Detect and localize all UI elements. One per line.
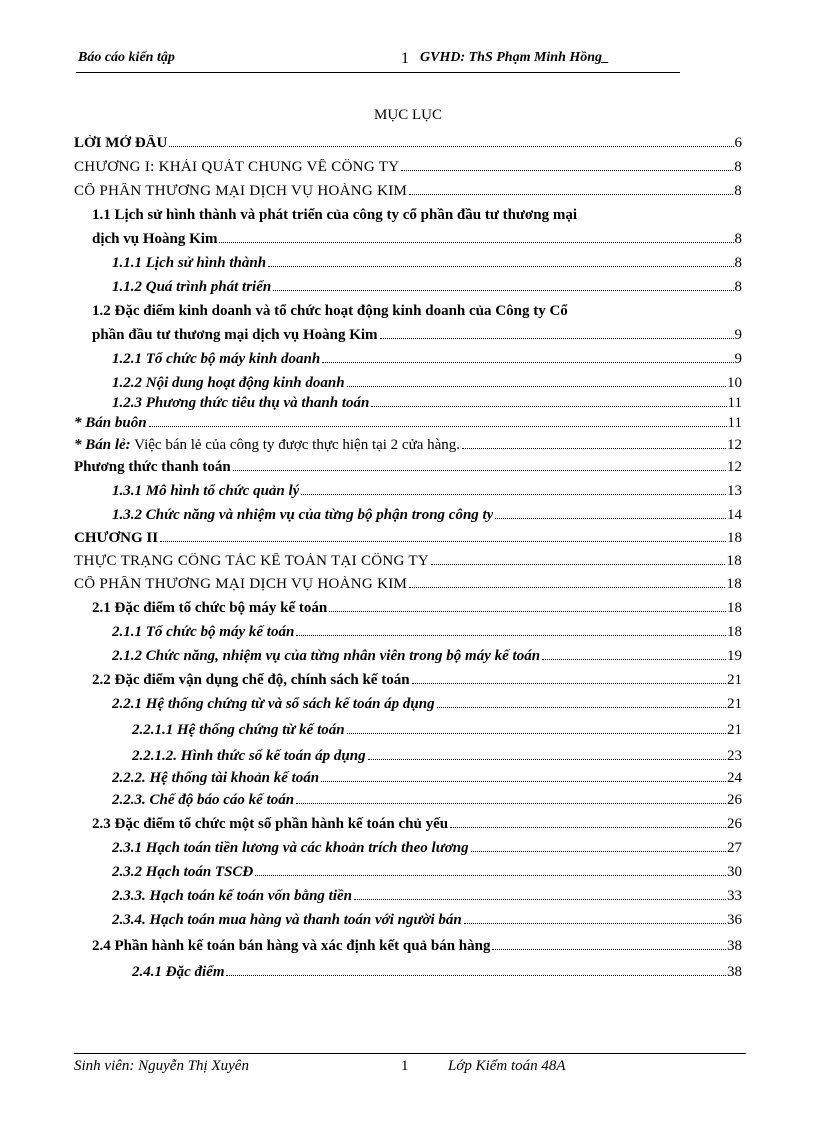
toc-entry-text: 1.1.2 Quá trình phát triển bbox=[112, 279, 272, 295]
toc-entry-text: 2.2.1.1 Hệ thống chứng từ kế toán bbox=[132, 722, 345, 738]
toc-entry[interactable] bbox=[74, 787, 742, 809]
toc-page: 38 bbox=[727, 964, 742, 980]
toc-page: 30 bbox=[727, 864, 742, 880]
toc-leader bbox=[347, 386, 726, 387]
footer-page-number: 1 bbox=[401, 1058, 409, 1074]
toc-entry-text: 2.2 Đặc điểm vận dụng chế độ, chính sách kế toán bbox=[92, 672, 410, 688]
toc-entry[interactable] bbox=[74, 368, 742, 392]
toc-entry-text: * Bán buôn bbox=[74, 415, 147, 431]
toc-leader bbox=[296, 803, 726, 804]
toc-page: 36 bbox=[727, 912, 742, 928]
toc-page: 24 bbox=[727, 770, 742, 786]
toc-leader bbox=[273, 290, 733, 291]
toc-entry[interactable] bbox=[74, 524, 742, 547]
toc-entry[interactable] bbox=[74, 344, 742, 368]
toc-entry-text: 2.4 Phần hành kế toán bán hàng và xác định kết quả bán hàng bbox=[92, 938, 491, 954]
toc-title: MỤC LỤC bbox=[374, 107, 442, 123]
toc-leader bbox=[354, 899, 726, 900]
toc-page: 8 bbox=[734, 231, 742, 247]
toc-page: 18 bbox=[726, 576, 742, 592]
toc-entry-text: 2.3.2 Hạch toán TSCĐ bbox=[112, 864, 254, 880]
toc-entry[interactable] bbox=[74, 272, 742, 296]
toc-entry-text: 2.4.1 Đặc điểm bbox=[132, 964, 225, 980]
toc-leader bbox=[431, 564, 725, 565]
toc-entry[interactable] bbox=[74, 128, 742, 152]
toc-leader bbox=[149, 426, 727, 427]
toc-leader bbox=[255, 875, 726, 876]
toc-page: 6 bbox=[734, 135, 742, 151]
toc-entry-text: 2.3.4. Hạch toán mua hàng và thanh toán với người bán bbox=[112, 912, 462, 928]
toc-entry-text: 1.1.1 Lịch sử hình thành bbox=[112, 255, 267, 271]
toc-entry-text: 1.2.3 Phương thức tiêu thụ và thanh toán bbox=[112, 395, 370, 411]
header-page-number: 1 bbox=[401, 50, 409, 67]
toc-leader bbox=[233, 470, 726, 471]
toc-entry-text: 1.2.2 Nội dung hoạt động kinh doanh bbox=[112, 375, 345, 391]
header-report-title: Báo cáo kiến tập bbox=[78, 50, 175, 65]
toc-entry-text: phần đầu tư thương mại dịch vụ Hoàng Kim bbox=[92, 327, 378, 343]
toc-page: 18 bbox=[726, 553, 742, 569]
toc-entry-line1[interactable]: 1.1 Lịch sử hình thành và phát triển của công ty cổ phần đầu tư thương mại bbox=[92, 207, 577, 223]
toc-page: 14 bbox=[727, 507, 742, 523]
toc-page: 18 bbox=[727, 530, 742, 546]
footer-class: Lớp Kiểm toán 48A bbox=[448, 1058, 566, 1074]
toc-entry-text: 2.3 Đặc điểm tổ chức một số phần hành kế toán chủ yếu bbox=[92, 816, 449, 832]
toc-page: 27 bbox=[727, 840, 742, 856]
toc-entry-text: 2.1.1 Tổ chức bộ máy kế toán bbox=[112, 624, 295, 640]
toc-leader bbox=[347, 733, 726, 734]
toc-entry-text: 2.2.3. Chế độ báo cáo kế toán bbox=[112, 792, 295, 808]
toc-entry[interactable] bbox=[74, 765, 742, 787]
toc-leader bbox=[268, 266, 733, 267]
page-footer bbox=[74, 1053, 746, 1078]
toc-page: 12 bbox=[727, 437, 742, 453]
toc-page: 21 bbox=[727, 722, 742, 738]
toc-leader bbox=[409, 587, 725, 588]
toc-entry[interactable] bbox=[74, 641, 742, 665]
toc-entry[interactable] bbox=[74, 809, 742, 833]
toc-entry[interactable] bbox=[74, 224, 742, 248]
toc-entry[interactable] bbox=[74, 905, 742, 929]
toc-page: 38 bbox=[727, 938, 742, 954]
toc-page: 18 bbox=[727, 600, 742, 616]
toc-page: 13 bbox=[727, 483, 742, 499]
toc-leader bbox=[329, 611, 726, 612]
toc-entry[interactable] bbox=[74, 955, 742, 981]
toc-leader bbox=[409, 194, 733, 195]
toc-page: 12 bbox=[727, 459, 742, 475]
toc-entry-text: CHƯƠNG II bbox=[74, 530, 159, 546]
toc-page: 8 bbox=[734, 183, 742, 199]
toc-entry-description: Việc bán lẻ của công ty được thực hiện tại 2 cửa hàng. bbox=[130, 437, 461, 453]
toc-entry[interactable] bbox=[74, 320, 742, 344]
toc-entry[interactable] bbox=[74, 454, 742, 476]
toc-leader bbox=[471, 851, 726, 852]
toc-entry[interactable] bbox=[74, 881, 742, 905]
toc-entry-text: 2.1 Đặc điểm tổ chức bộ máy kế toán bbox=[92, 600, 328, 616]
toc-leader bbox=[462, 448, 726, 449]
toc-page: 21 bbox=[727, 672, 742, 688]
toc-entry-text: dịch vụ Hoàng Kim bbox=[92, 231, 218, 247]
toc-entry[interactable] bbox=[74, 412, 742, 432]
toc-entry[interactable] bbox=[74, 176, 742, 200]
toc-page: 9 bbox=[734, 351, 742, 367]
toc-entry[interactable] bbox=[74, 570, 742, 593]
toc-page: 8 bbox=[734, 279, 742, 295]
toc-leader bbox=[219, 242, 733, 243]
toc-page: 18 bbox=[727, 624, 742, 640]
toc-entry-text: 2.2.1 Hệ thống chứng từ và sổ sách kế toán áp dụng bbox=[112, 696, 435, 712]
toc-entry-text: 2.3.1 Hạch toán tiền lương và các khoản trích theo lương bbox=[112, 840, 469, 856]
toc-leader bbox=[226, 975, 726, 976]
toc-entry[interactable] bbox=[74, 665, 742, 689]
toc-entry[interactable] bbox=[74, 547, 742, 570]
toc-leader bbox=[492, 949, 726, 950]
footer-student: Sinh viên: Nguyễn Thị Xuyên bbox=[74, 1058, 249, 1074]
toc-page: 26 bbox=[727, 792, 742, 808]
toc-page: 8 bbox=[734, 159, 742, 175]
header-supervisor: GVHD: ThS Phạm Minh Hồng_ bbox=[420, 50, 610, 65]
toc-leader bbox=[464, 923, 726, 924]
toc-page: 10 bbox=[727, 375, 742, 391]
toc-entry[interactable] bbox=[74, 476, 742, 500]
toc-entry-text: 2.2.2. Hệ thống tài khoản kế toán bbox=[112, 770, 320, 786]
toc-entry-text: CỔ PHẦN THƯƠNG MẠI DỊCH VỤ HOÀNG KIM bbox=[74, 576, 408, 592]
toc-entry[interactable] bbox=[74, 617, 742, 641]
toc-page: 19 bbox=[727, 648, 742, 664]
page-header bbox=[76, 50, 680, 73]
toc-leader bbox=[301, 494, 726, 495]
toc-entry[interactable] bbox=[74, 689, 742, 713]
toc-entry[interactable] bbox=[74, 500, 742, 524]
toc-entry-text: 2.2.1.2. Hình thức sổ kế toán áp dụng bbox=[132, 748, 366, 764]
toc-entry-text bbox=[74, 437, 460, 454]
toc-page: 21 bbox=[727, 696, 742, 712]
toc-leader bbox=[380, 338, 734, 339]
toc-leader bbox=[322, 362, 733, 363]
toc-entry-text: 2.3.3. Hạch toán kế toán vốn bằng tiền bbox=[112, 888, 353, 904]
toc-page: 8 bbox=[734, 255, 742, 271]
toc-leader bbox=[412, 683, 726, 684]
toc-page: 23 bbox=[727, 748, 742, 764]
toc-page: 9 bbox=[734, 327, 742, 343]
toc-entry-text: 1.3.1 Mô hình tổ chức quản lý bbox=[112, 483, 300, 499]
toc-page: 26 bbox=[727, 816, 742, 832]
toc-entry-text: CHƯƠNG I: KHÁI QUÁT CHUNG VỀ CÔNG TY bbox=[74, 159, 400, 175]
toc-entry-text: THỰC TRẠNG CÔNG TÁC KẾ TOÁN TẠI CÔNG TY bbox=[74, 553, 430, 569]
toc-entry[interactable] bbox=[74, 929, 742, 955]
toc-leader bbox=[450, 827, 726, 828]
toc-entry-line1[interactable]: 1.2 Đặc điểm kinh doanh và tổ chức hoạt động kinh doanh của Công ty Cổ bbox=[92, 303, 568, 319]
toc-entry[interactable] bbox=[74, 152, 742, 176]
toc-entry[interactable] bbox=[74, 432, 742, 454]
toc-leader bbox=[437, 707, 726, 708]
toc-entry-text: 1.3.2 Chức năng và nhiệm vụ của từng bộ phận trong công ty bbox=[112, 507, 494, 523]
toc-entry[interactable] bbox=[74, 833, 742, 857]
toc-entry[interactable] bbox=[74, 248, 742, 272]
toc-leader bbox=[401, 170, 733, 171]
toc-leader bbox=[368, 759, 726, 760]
toc-leader bbox=[371, 406, 726, 407]
toc-entry-text: 1.2.1 Tổ chức bộ máy kinh doanh bbox=[112, 351, 321, 367]
toc-leader bbox=[542, 659, 726, 660]
toc-entry[interactable] bbox=[74, 857, 742, 881]
toc-leader bbox=[160, 541, 726, 542]
toc-entry[interactable] bbox=[74, 392, 742, 412]
toc-page: 11 bbox=[727, 415, 742, 431]
toc-page: 11 bbox=[727, 395, 742, 411]
toc-page: 33 bbox=[727, 888, 742, 904]
toc-leader bbox=[321, 781, 726, 782]
toc-entry-text: LỜI MỞ ĐẦU bbox=[74, 135, 168, 151]
toc-leader bbox=[495, 518, 726, 519]
toc-entry-text: 2.1.2 Chức năng, nhiệm vụ của từng nhân viên trong bộ máy kế toán bbox=[112, 648, 541, 664]
table-of-contents bbox=[74, 128, 742, 981]
toc-entry-text: Phương thức thanh toán bbox=[74, 459, 231, 475]
toc-entry[interactable] bbox=[74, 739, 742, 765]
toc-entry[interactable] bbox=[74, 593, 742, 617]
toc-leader bbox=[296, 635, 726, 636]
toc-leader bbox=[169, 146, 733, 147]
toc-entry[interactable] bbox=[74, 713, 742, 739]
toc-entry-text: CỔ PHẦN THƯƠNG MẠI DỊCH VỤ HOÀNG KIM bbox=[74, 183, 408, 199]
toc-entry-label: * Bán lẻ: bbox=[74, 437, 131, 453]
